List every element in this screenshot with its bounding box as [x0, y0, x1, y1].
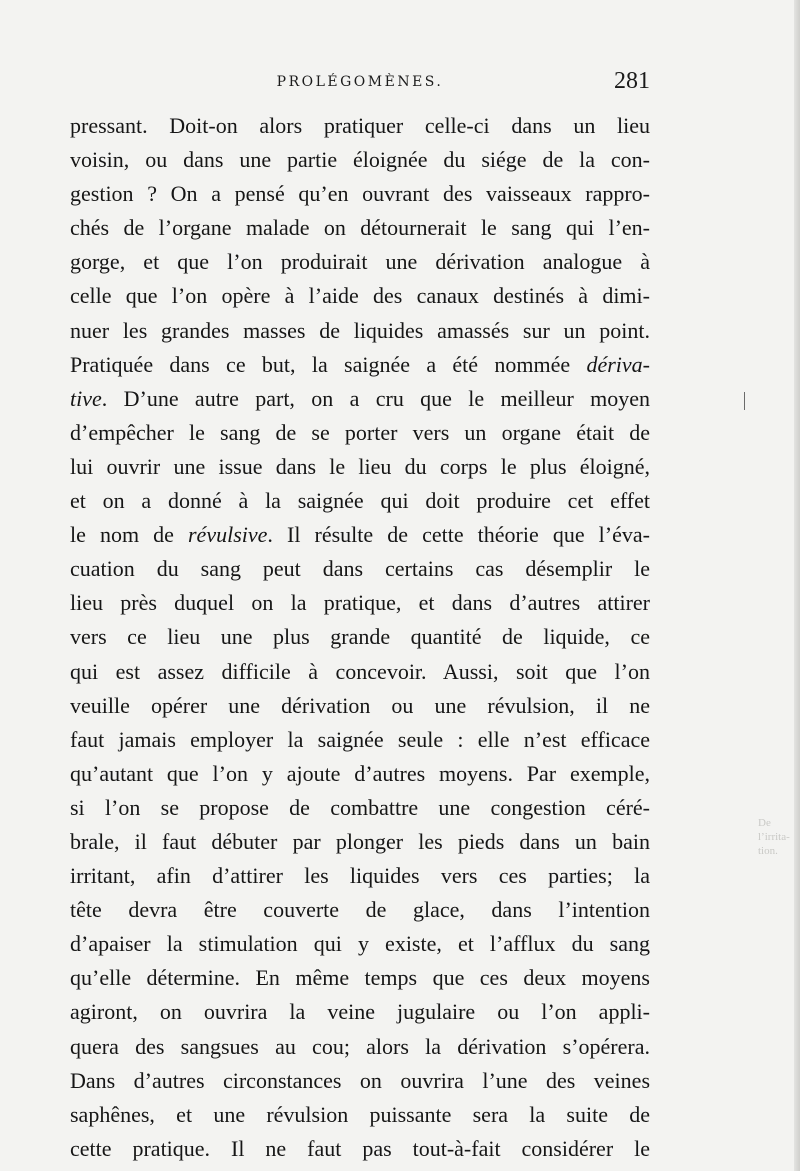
text-segment: qu’autant que l’on y ajoute d’autres moyens. Par exemple,	[70, 760, 650, 786]
text-line	[70, 723, 650, 757]
page-header	[70, 68, 650, 102]
text-line	[70, 314, 650, 348]
text-segment: si l’on se propose de combattre une congestion céré-	[70, 794, 650, 820]
text-line	[70, 245, 650, 279]
text-segment: lui ouvrir une issue dans le lieu du corps le plus éloigné,	[70, 453, 650, 479]
text-line	[70, 211, 650, 245]
text-segment: irritant, afin d’attirer les liquides vers ces parties; la	[70, 863, 650, 889]
text-line	[70, 757, 650, 791]
italic-term: tive	[70, 385, 102, 411]
text-line	[70, 1098, 650, 1132]
text-line	[70, 1132, 650, 1166]
text-line	[70, 620, 650, 654]
text-line	[70, 1030, 650, 1064]
text-line	[70, 893, 650, 927]
text-segment: . Il résulte de cette théorie que l’éva-	[267, 522, 650, 548]
text-line	[70, 791, 650, 825]
text-segment: tête devra être couverte de glace, dans l’intention	[70, 897, 650, 923]
text-line	[70, 416, 650, 450]
text-segment: Pratiquée dans ce but, la saignée a été nommée	[70, 351, 587, 377]
text-line	[70, 655, 650, 689]
text-line	[70, 450, 650, 484]
text-line	[70, 484, 650, 518]
text-line	[70, 518, 650, 552]
text-segment: brale, il faut débuter par plonger les pieds dans un bain	[70, 828, 650, 854]
text-segment: pressant. Doit-on alors pratiquer celle-ci dans un lieu	[70, 113, 650, 138]
text-line	[70, 859, 650, 893]
text-line	[70, 552, 650, 586]
text-segment: qu’elle détermine. En même temps que ces deux moyens	[70, 965, 650, 991]
text-segment: gorge, et que l’on produirait une dérivation analogue à	[70, 249, 650, 275]
text-segment: d’apaiser la stimulation qui y existe, et l’afflux du sang	[70, 931, 650, 957]
text-segment: agiront, on ouvrira la veine jugulaire ou l’on appli-	[70, 999, 650, 1025]
page-number: 281	[614, 68, 650, 94]
text-segment: voisin, ou dans une partie éloignée du siége de la con-	[70, 147, 650, 173]
text-line	[70, 995, 650, 1029]
text-line	[70, 1064, 650, 1098]
text-line	[70, 961, 650, 995]
text-segment: celle que l’on opère à l’aide des canaux destinés à dimi-	[70, 283, 650, 309]
text-segment: faut jamais employer la saignée seule : elle n’est efficace	[70, 726, 650, 752]
text-segment: quera des sangsues au cou; alors la dérivation s’opérera.	[70, 1033, 650, 1059]
text-line	[70, 348, 650, 382]
text-segment: d’empêcher le sang de se porter vers un organe était de	[70, 419, 650, 445]
text-line	[70, 382, 650, 416]
margin-mark	[744, 392, 745, 410]
text-segment: cette pratique. Il ne faut pas tout-à-fait considérer le	[70, 1135, 650, 1161]
body-text	[70, 109, 650, 1166]
text-segment: le nom de	[70, 522, 188, 548]
running-head: PROLÉGOMÈNES.	[276, 74, 444, 90]
text-segment: et on a donné à la saignée qui doit produire cet effet	[70, 488, 650, 514]
page-edge	[794, 0, 800, 1171]
italic-term: dériva-	[586, 351, 650, 377]
text-segment: Dans d’autres circonstances on ouvrira l’une des veines	[70, 1067, 650, 1093]
text-segment: vers ce lieu une plus grande quantité de liquide, ce	[70, 624, 650, 650]
text-segment: nuer les grandes masses de liquides amassés sur un point.	[70, 317, 650, 343]
text-line	[70, 825, 650, 859]
margin-note: De l’irrita- tion.	[758, 817, 790, 857]
text-segment: saphênes, et une révulsion puissante sera la suite de	[70, 1101, 650, 1127]
text-line	[70, 927, 650, 961]
text-segment: veuille opérer une dérivation ou une révulsion, il ne	[70, 692, 650, 718]
italic-term: révulsive	[188, 522, 268, 548]
text-line	[70, 586, 650, 620]
text-segment: gestion ? On a pensé qu’en ouvrant des vaisseaux rappro-	[70, 181, 650, 207]
text-segment: lieu près duquel on la pratique, et dans d’autres attirer	[70, 590, 650, 616]
text-line	[70, 109, 650, 143]
text-segment: chés de l’organe malade on détournerait le sang qui l’en-	[70, 215, 650, 241]
text-segment: . D’une autre part, on a cru que le meilleur moyen	[101, 385, 650, 411]
text-segment: cuation du sang peut dans certains cas désemplir le	[70, 556, 650, 582]
text-line	[70, 177, 650, 211]
text-line	[70, 279, 650, 313]
text-segment: qui est assez difficile à concevoir. Aussi, soit que l’on	[70, 658, 650, 684]
text-line	[70, 689, 650, 723]
text-line	[70, 143, 650, 177]
